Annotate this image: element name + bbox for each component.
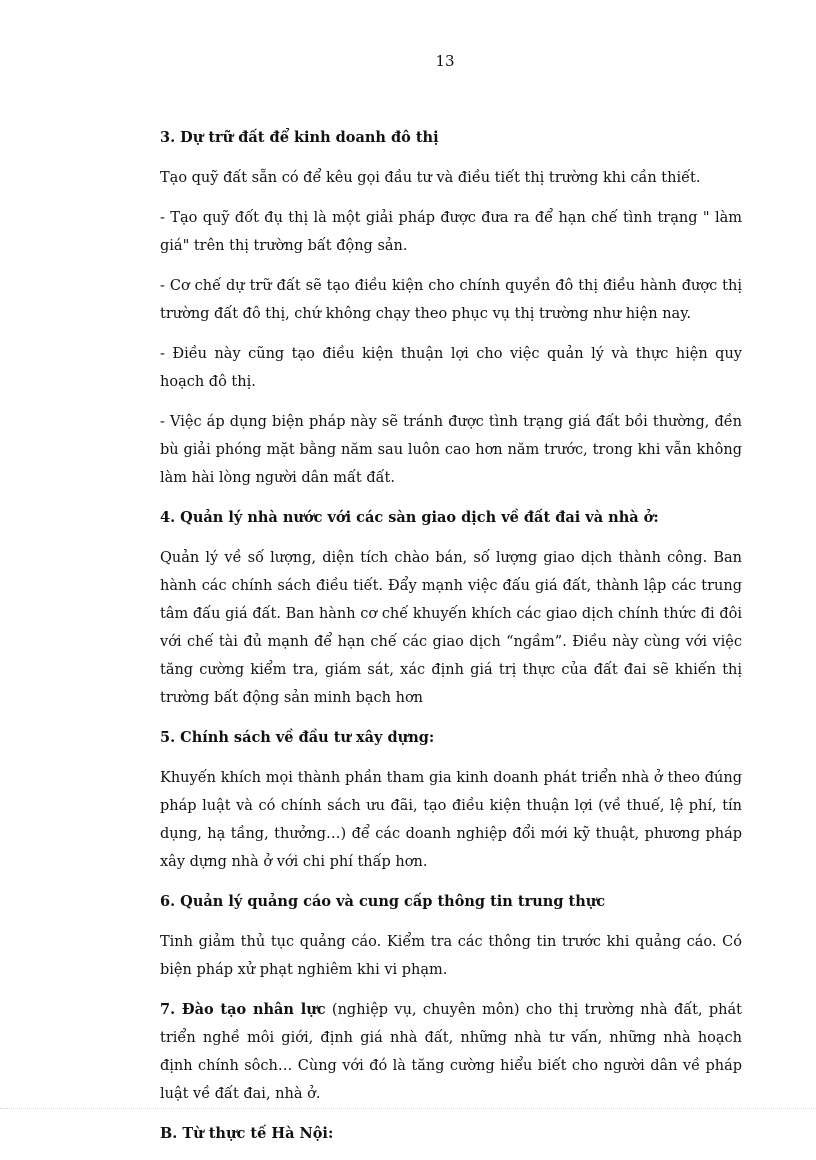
section-heading-7: 7. Đào tạo nhân lực <box>160 1001 326 1018</box>
paragraph: - Việc áp dụng biện pháp này sẽ tránh được tình trạng giá đất bồi thường, đền bù giải phóng mặt bằng năm sau luôn cao hơn năm trước, trong khi vẫn không làm hài lòng người dân mất đất. <box>160 414 742 486</box>
section-heading-3: 3. Dự trữ đất để kinh doanh đô thị <box>160 129 439 146</box>
section-heading-b: B. Từ thực tế Hà Nội: <box>160 1125 334 1142</box>
paragraph: Khuyến khích mọi thành phần tham gia kinh doanh phát triển nhà ở theo đúng pháp luật và có chính sách ưu đãi, tạo điều kiện thuận lợi (về thuế, lệ phí, tín dụng, hạ tầng, thưởng…) để các doanh nghiệp đổi mới kỹ thuật, phương pháp xây dựng nhà ở với chi phí thấp hơn. <box>160 770 742 870</box>
paragraph: Tạo quỹ đất sẵn có để kêu gọi đầu tư và điều tiết thị trường khi cần thiết. <box>160 170 701 186</box>
paragraph: - Cơ chế dự trữ đất sẽ tạo điều kiện cho chính quyền đô thị điều hành được thị trường đất đô thị, chứ không chạy theo phục vụ thị trường như hiện nay. <box>160 278 742 322</box>
paragraph-section-7 <box>160 996 742 1108</box>
paragraph: Quản lý về số lượng, diện tích chào bán, số lượng giao dịch thành công. Ban hành các chính sách điều tiết. Đẩy mạnh việc đấu giá đất, thành lập các trung tâm đấu giá đất. Ban hành cơ chế khuyến khích các giao dịch chính thức đi đôi với chế tài đủ mạnh để hạn chế các giao dịch “ngầm”. Điều này cùng với việc tăng cường kiểm tra, giám sát, xác định giá trị thực của đất đai sẽ khiến thị trường bất động sản minh bạch hơn <box>160 550 742 706</box>
page-number: 13 <box>435 52 455 70</box>
section-heading-5: 5. Chính sách về đầu tư xây dựng: <box>160 729 435 746</box>
paragraph: Tinh giảm thủ tục quảng cáo. Kiểm tra các thông tin trước khi quảng cáo. Có biện pháp xử phạt nghiêm khi vi phạm. <box>160 934 742 978</box>
section-heading-6: 6. Quản lý quảng cáo và cung cấp thông tin trung thực <box>160 893 606 910</box>
paragraph: - Tạo quỹ đốt đụ thị là một giải pháp được đưa ra để hạn chế tình trạng " làm giá" trên thị trường bất động sản. <box>160 210 742 254</box>
page-bottom-divider <box>0 1108 816 1110</box>
paragraph-text: (nghiệp vụ, chuyên môn) cho thị trường nhà đất, phát triển nghề môi giới, định giá nhà đất, những nhà tư vấn, những nhà hoạch định chính sôch… Cùng với đó là tăng cường hiểu biết cho người dân về pháp luật về đất đai, nhà ở. <box>160 1002 742 1102</box>
paragraph: - Điều này cũng tạo điều kiện thuận lợi cho việc quản lý và thực hiện quy hoạch đô thị. <box>160 346 742 390</box>
section-heading-4: 4. Quản lý nhà nước với các sàn giao dịch về đất đai và nhà ở: <box>160 509 659 526</box>
document-body <box>160 124 742 1160</box>
